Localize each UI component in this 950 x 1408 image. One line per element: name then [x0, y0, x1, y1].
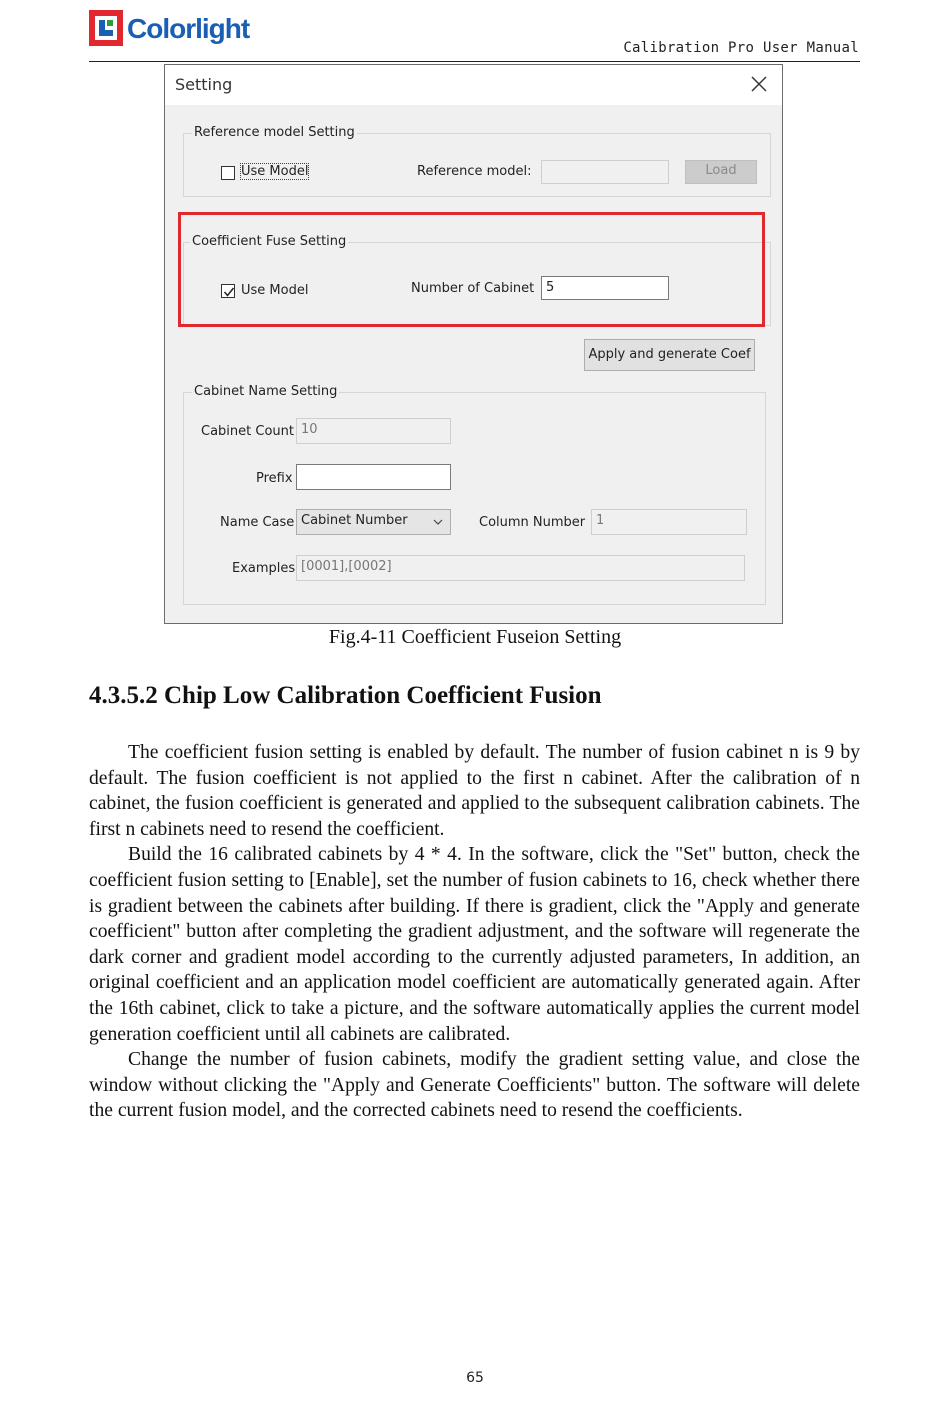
dialog-title: Setting	[175, 75, 233, 94]
name-case-select[interactable]	[296, 509, 451, 535]
colorlight-logo-icon	[89, 10, 123, 46]
reference-model-group	[183, 125, 771, 197]
figure-caption: Fig.4-11 Coefficient Fuseion Setting	[328, 626, 622, 648]
examples-input: [0001],[0002]	[296, 555, 745, 581]
fuse-group-title: Coefficient Fuse Setting	[192, 234, 347, 249]
load-button[interactable]: Load	[685, 160, 757, 184]
apply-generate-coef-button[interactable]: Apply and generate Coef	[584, 339, 755, 371]
prefix-label: Prefix	[256, 471, 293, 486]
highlight-box	[178, 212, 765, 327]
brand-logo	[89, 10, 264, 48]
dialog-body	[165, 105, 782, 623]
reference-use-model-label[interactable]: Use Model	[241, 164, 309, 179]
reference-group-title: Reference model Setting	[194, 125, 355, 140]
reference-model-label: Reference model:	[417, 164, 532, 179]
chevron-down-icon	[432, 516, 444, 528]
paragraph: The coefficient fusion setting is enabled by default. The number of fusion cabinet n is 9 by default. The fusion coefficient is not applied to the first n cabinet. After the calibration of n cabinet, the fusion coefficient is generated and applied to the subsequent calibration cabinets. The first n cabinets need to resend the coefficient.	[89, 742, 860, 840]
close-icon[interactable]	[748, 73, 770, 95]
body-text	[89, 740, 860, 1124]
column-number-label: Column Number	[479, 515, 586, 530]
cabinet-number-input[interactable]: 5	[541, 276, 669, 300]
cabinet-name-group	[183, 384, 766, 605]
reference-model-input[interactable]	[541, 160, 669, 184]
name-case-label: Name Case	[220, 515, 295, 530]
paragraph: Build the 16 calibrated cabinets by 4 * 4. In the software, click the "Set" button, check the coefficient fusion setting to [Enable], set the number of fusion cabinets to 16, check whether there is gradient between the cabinets after building. If there is gradient, click the "Apply and generate coefficient" button after completing the gradient adjustment, and the software will regenerate the dark corner and gradient model according to the currently adjusted parameters, In addition, an original coefficient and an application model coefficient are automatically generated again. After the 16th cabinet, click to take a picture, and the software automatically applies the current model generation coefficient until all cabinets are calibrated.	[89, 844, 860, 1045]
column-number-input[interactable]: 1	[591, 509, 747, 535]
paragraph: Change the number of fusion cabinets, modify the gradient setting value, and close the window without clicking the "Apply and Generate Coefficients" button. The software will delete the current fusion model, and the corrected cabinets need to resend the coefficients.	[89, 1049, 860, 1122]
fuse-use-model-label: Use Model	[241, 283, 309, 298]
document-title: Calibration Pro User Manual	[623, 40, 859, 56]
cabinet-number-label: Number of Cabinet	[411, 281, 535, 296]
reference-use-model-checkbox[interactable]	[221, 166, 235, 180]
prefix-input[interactable]	[296, 464, 451, 490]
dialog-titlebar	[165, 65, 782, 105]
page-number: 65	[466, 1370, 484, 1386]
section-heading: 4.3.5.2 Chip Low Calibration Coefficient Fusion	[89, 682, 602, 709]
name-case-value: Cabinet Number	[301, 513, 408, 528]
cabinet-count-input[interactable]: 10	[296, 418, 451, 444]
settings-dialog	[164, 64, 783, 624]
header-divider	[89, 61, 860, 62]
name-group-title: Cabinet Name Setting	[194, 384, 338, 399]
cabinet-count-label: Cabinet Count	[201, 424, 294, 439]
logo-text: Colorlight	[127, 13, 250, 44]
examples-label: Examples	[232, 561, 296, 576]
